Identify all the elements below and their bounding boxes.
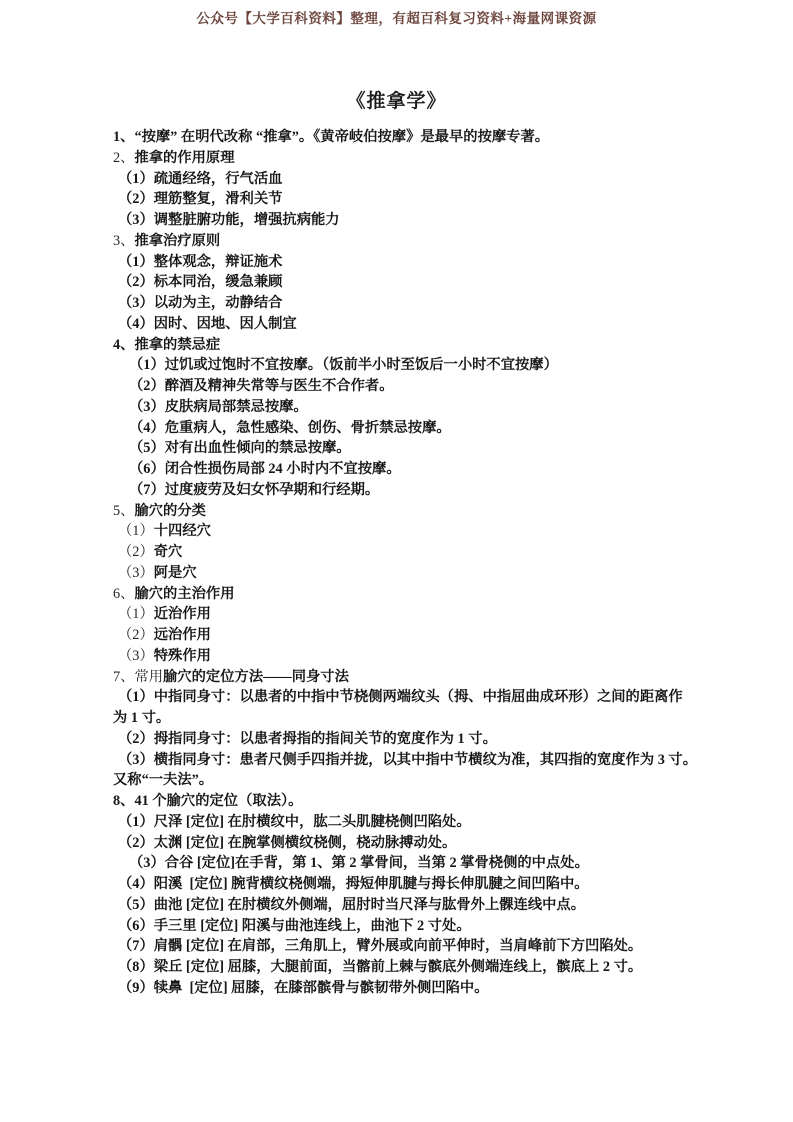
text-line bbox=[113, 874, 713, 895]
text-line bbox=[113, 314, 713, 335]
text-line bbox=[113, 355, 713, 376]
bold-text-segment: 推拿的作用原理 bbox=[134, 149, 235, 166]
bold-text-segment: 又称“一夫法”。 bbox=[113, 772, 214, 789]
content-lines bbox=[113, 127, 713, 999]
bold-text-segment: 推拿的禁忌症 bbox=[134, 336, 221, 353]
text-line bbox=[113, 708, 713, 729]
text-line bbox=[113, 812, 713, 833]
bold-text-segment: 8、41 个腧穴的定位（取法）。 bbox=[113, 793, 303, 809]
bold-text-segment: （2）拇指同身寸：以患者拇指的指间关节的宽度作为 1 寸。 bbox=[118, 730, 497, 747]
text-line bbox=[113, 272, 713, 293]
bold-text-segment: （9）犊鼻 [定位] 屈膝，在膝部髌骨与髌韧带外侧凹陷中。 bbox=[118, 979, 489, 996]
bold-text-segment: （6）手三里 [定位] 阳溪与曲池连线上，曲池下 2 寸处。 bbox=[118, 917, 471, 934]
text-line bbox=[113, 853, 713, 874]
text-line bbox=[113, 480, 713, 501]
text-line bbox=[113, 936, 713, 957]
text-line bbox=[113, 189, 713, 210]
bold-text-segment: 远治作用 bbox=[153, 627, 211, 643]
regular-text-segment: （2） bbox=[118, 544, 154, 560]
bold-text-segment: （1）疏通经络，行气活血 bbox=[118, 170, 283, 187]
text-line bbox=[113, 169, 713, 190]
text-line bbox=[113, 770, 713, 791]
bold-text-segment: （3）皮肤病局部禁忌按摩。 bbox=[129, 398, 308, 415]
bold-text-segment: 1、“按摩” 在明代改称 “推拿”。《黄帝岐伯按摩》是最早的按摩专著。 bbox=[113, 129, 550, 145]
regular-text-segment: 7、常用 bbox=[113, 668, 164, 685]
bold-text-segment: （6）闭合性损伤局部 24 小时内不宜按摩。 bbox=[129, 461, 401, 477]
bold-text-segment: （2）理筋整复，滑利关节 bbox=[118, 191, 283, 208]
bold-text-segment: （1）尺泽 [定位] 在肘横纹中，肱二头肌腱桡侧凹陷处。 bbox=[118, 813, 471, 830]
text-line bbox=[113, 418, 713, 439]
text-line bbox=[113, 127, 713, 148]
bold-text-segment: （4）危重病人，急性感染、创伤、骨折禁忌按摩。 bbox=[129, 419, 451, 436]
regular-text-segment: 2、 bbox=[113, 149, 135, 166]
bold-text-segment: （2）醉酒及精神失常等与医生不合作者。 bbox=[129, 378, 394, 394]
bold-text-segment: （1）中指同身寸：以患者的中指中节桡侧两端纹头（拇、中指屈曲成环形）之间的距离作 bbox=[118, 689, 683, 706]
text-line bbox=[113, 501, 713, 522]
bold-text-segment: （7）过度疲劳及妇女怀孕期和行经期。 bbox=[129, 481, 380, 498]
text-line bbox=[113, 750, 713, 771]
bold-text-segment: 近治作用 bbox=[153, 606, 211, 623]
bold-text-segment: （4）阳溪 [定位] 腕背横纹桡侧端，拇短伸肌腱与拇长伸肌腱之间凹陷中。 bbox=[118, 876, 589, 892]
text-line bbox=[113, 231, 713, 252]
page-title: 《推拿学》 bbox=[346, 91, 447, 112]
text-line bbox=[113, 542, 713, 563]
text-line bbox=[113, 604, 713, 625]
bold-text-segment: （3）调整脏腑功能，增强抗病能力 bbox=[118, 212, 340, 228]
text-line bbox=[113, 459, 713, 480]
regular-text-segment: 5、 bbox=[113, 502, 135, 519]
bold-text-segment: （1）过饥或过饱时不宜按摩。（饭前半小时至饭后一小时不宜按摩） bbox=[129, 357, 558, 374]
bold-text-segment: 奇穴 bbox=[153, 544, 183, 560]
text-line bbox=[113, 148, 713, 169]
bold-text-segment: （1）整体观念，辩证施术 bbox=[118, 253, 283, 270]
bold-text-segment: （2）太渊 [定位] 在腕掌侧横纹桡侧，桡动脉搏动处。 bbox=[118, 834, 457, 851]
bold-text-segment: （5）曲池 [定位] 在肘横纹外侧端，屈肘时当尺泽与肱骨外上髁连线中点。 bbox=[118, 896, 586, 913]
text-line bbox=[113, 376, 713, 397]
text-line bbox=[113, 916, 713, 937]
text-line bbox=[113, 957, 713, 978]
bold-text-segment: 特殊作用 bbox=[153, 647, 211, 664]
text-line bbox=[113, 521, 713, 542]
bold-text-segment: 阿是穴 bbox=[153, 564, 197, 581]
bold-text-segment: 推拿治疗原则 bbox=[134, 232, 221, 249]
regular-text-segment: （1） bbox=[118, 523, 154, 540]
text-line bbox=[113, 895, 713, 916]
text-line bbox=[113, 584, 713, 605]
bold-text-segment: （8）梁丘 [定位] 屈膝，大腿前面，当髂前上棘与髌底外侧端连线上，髌底上 2 寸。 bbox=[118, 959, 643, 975]
bold-text-segment: 腧穴的定位方法——同身寸法 bbox=[163, 668, 349, 685]
bold-text-segment: （3）以动为主，动静结合 bbox=[118, 295, 283, 311]
regular-text-segment: （3） bbox=[118, 647, 154, 664]
bold-text-segment: （3）合谷 [定位]在手背，第 1、第 2 掌骨间，当第 2 掌骨桡侧的中点处。 bbox=[129, 855, 589, 872]
promo-header: 公众号【大学百科资料】整理，有超百科复习资料+海量网课资源 bbox=[196, 11, 597, 26]
bold-text-segment: 腧穴的主治作用 bbox=[134, 585, 235, 602]
text-line bbox=[113, 833, 713, 854]
text-line bbox=[113, 438, 713, 459]
regular-text-segment: （1） bbox=[118, 606, 154, 623]
bold-text-segment: （5）对有出血性倾向的禁忌按摩。 bbox=[129, 440, 351, 457]
text-line bbox=[113, 978, 713, 999]
regular-text-segment: 6、 bbox=[113, 585, 135, 602]
bold-text-segment: （4）因时、因地、因人制宜 bbox=[118, 315, 297, 332]
bold-text-segment: （7）肩髃 [定位] 在肩部，三角肌上，臂外展或向前平伸时，当肩峰前下方凹陷处。 bbox=[118, 938, 643, 955]
regular-text-segment: （3） bbox=[118, 564, 154, 581]
bold-text-segment: 十四经穴 bbox=[153, 523, 211, 540]
text-line bbox=[113, 667, 713, 688]
text-line bbox=[113, 252, 713, 273]
text-line bbox=[113, 625, 713, 646]
regular-text-segment: （2） bbox=[118, 627, 154, 643]
text-line bbox=[113, 687, 713, 708]
bold-text-segment: 腧穴的分类 bbox=[134, 502, 206, 519]
text-line bbox=[113, 397, 713, 418]
regular-text-segment: 3、 bbox=[113, 232, 135, 249]
text-line bbox=[113, 563, 713, 584]
text-line bbox=[113, 791, 713, 812]
bold-text-segment: 为 1 寸。 bbox=[113, 710, 171, 726]
text-line bbox=[113, 210, 713, 231]
text-line bbox=[113, 293, 713, 314]
text-line bbox=[113, 646, 713, 667]
bold-text-segment: 4、 bbox=[113, 336, 135, 353]
text-line bbox=[113, 729, 713, 750]
bold-text-segment: （2）标本同治，缓急兼顾 bbox=[118, 274, 283, 291]
text-line bbox=[113, 335, 713, 356]
bold-text-segment: （3）横指同身寸：患者尺侧手四指并拢，以其中指中节横纹为准，其四指的宽度作为 3 寸。 bbox=[118, 751, 698, 768]
